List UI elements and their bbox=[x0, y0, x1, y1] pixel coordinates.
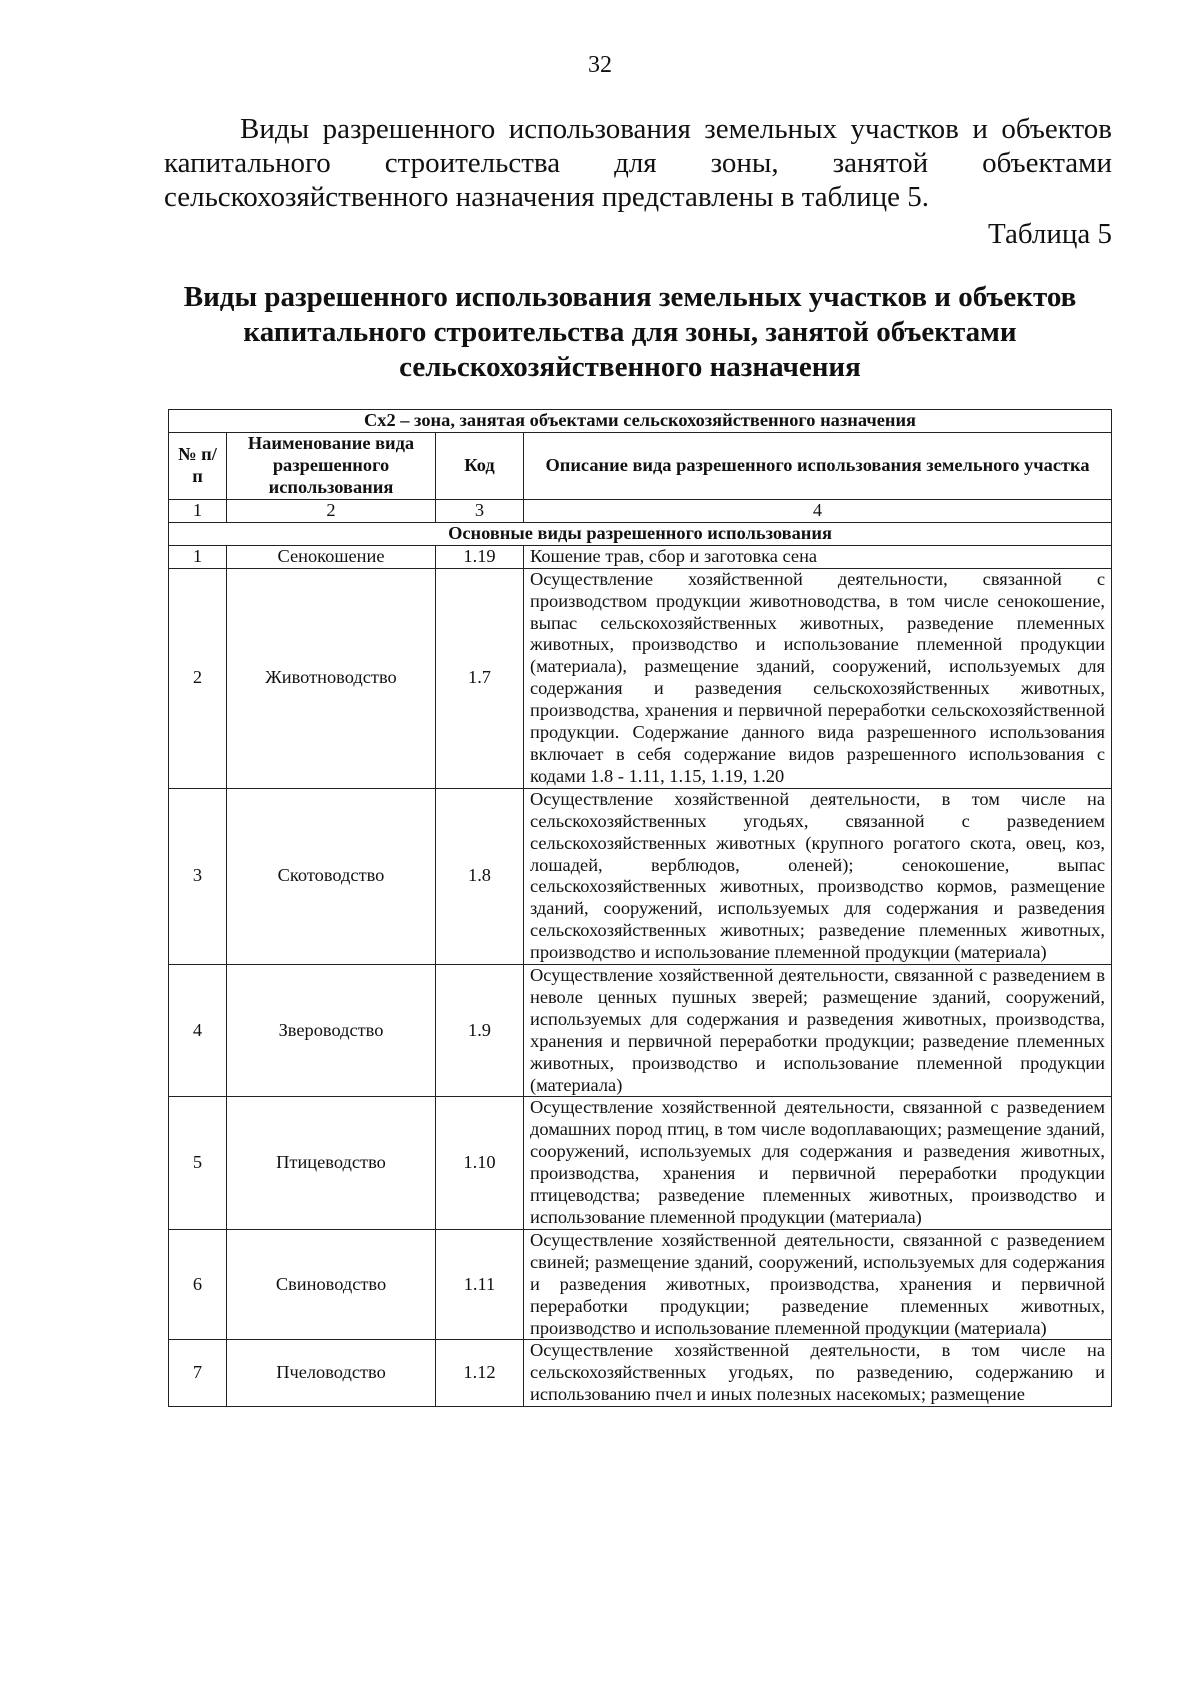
column-number: 4 bbox=[524, 500, 1112, 523]
header-name: Наименование вида разрешенного использования bbox=[227, 433, 436, 500]
table-row bbox=[169, 1229, 1112, 1340]
page-number: 32 bbox=[588, 52, 612, 78]
row-description: Осуществление хозяйственной деятельности, связанной с разведением свиней; размещение зданий, сооружений, используемых для содержания и разведения животных, производства, хранения и первичной переработки продукции; разведение племенных животных, производство и использование племенной продукции (материала) bbox=[524, 1229, 1112, 1340]
row-name: Пчеловодство bbox=[227, 1340, 436, 1407]
row-code: 1.11 bbox=[436, 1229, 524, 1340]
row-description: Осуществление хозяйственной деятельности, связанной с разведением в неволе ценных пушных зверей; размещение зданий, сооружений, используемых для содержания и разведения животных, производства, хранения и первичной переработки продукции; разведение племенных животных, производство и использование племенной продукции (материала) bbox=[524, 965, 1112, 1097]
column-number: 2 bbox=[227, 500, 436, 523]
row-code: 1.12 bbox=[436, 1340, 524, 1407]
header-description: Описание вида разрешенного использования земельного участка bbox=[524, 433, 1112, 500]
row-name: Животноводство bbox=[227, 568, 436, 788]
section-title: Основные виды разрешенного использования bbox=[169, 522, 1112, 545]
row-name: Свиноводство bbox=[227, 1229, 436, 1340]
row-num: 2 bbox=[169, 568, 227, 788]
section-row bbox=[169, 522, 1112, 545]
row-code: 1.19 bbox=[436, 545, 524, 568]
column-number-row bbox=[169, 500, 1112, 523]
row-num: 6 bbox=[169, 1229, 227, 1340]
column-number: 3 bbox=[436, 500, 524, 523]
row-num: 4 bbox=[169, 965, 227, 1097]
intro-paragraph: Виды разрешенного использования земельных участков и объектов капитального строительства для зоны, занятой объектами сельскохозяйственного назначения представлены в таблице 5. bbox=[164, 113, 1112, 213]
row-name: Скотоводство bbox=[227, 788, 436, 964]
row-description: Осуществление хозяйственной деятельности, в том числе на сельскохозяйственных угодьях, связанной с разведением сельскохозяйственных животных (крупного рогатого скота, овец, коз, лошадей, верблюдов, оленей); сенокошение, выпас сельскохозяйственных животных, производство кормов, размещение зданий, сооружений, используемых для содержания и разведения сельскохозяйственных животных; разведение племенных животных, производство и использование племенной продукции (материала) bbox=[524, 788, 1112, 964]
zone-title: Сх2 – зона, занятая объектами сельскохозяйственного назначения bbox=[169, 410, 1112, 433]
header-num: № п/п bbox=[169, 433, 227, 500]
row-description: Осуществление хозяйственной деятельности, связанной с производством продукции животноводства, в том числе сенокошение, выпас сельскохозяйственных животных, разведение племенных животных, производство и использование племенной продукции (материала), размещение зданий, сооружений, используемых для содержания и разведения сельскохозяйственных животных, производства, хранения и первичной переработки сельскохозяйственной продукции. Содержание данного вида разрешенного использования включает в себя содержание видов разрешенного использования с кодами 1.8 - 1.11, 1.15, 1.19, 1.20 bbox=[524, 568, 1112, 788]
row-description: Осуществление хозяйственной деятельности, связанной с разведением домашних пород птиц, в том числе водоплавающих; размещение зданий, сооружений, используемых для содержания и разведения животных, производства, хранения и первичной переработки продукции птицеводства; разведение племенных животных, производство и использование племенной продукции (материала) bbox=[524, 1097, 1112, 1229]
header-code: Код bbox=[436, 433, 524, 500]
row-name: Сенокошение bbox=[227, 545, 436, 568]
row-num: 1 bbox=[169, 545, 227, 568]
row-name: Птицеводство bbox=[227, 1097, 436, 1229]
land-use-table bbox=[168, 409, 1112, 1407]
table-row bbox=[169, 1097, 1112, 1229]
row-code: 1.9 bbox=[436, 965, 524, 1097]
table-heading: Виды разрешенного использования земельных участков и объектов капитального строительства для зоны, занятой объектами сельскохозяйственного назначения bbox=[183, 281, 1077, 383]
row-code: 1.8 bbox=[436, 788, 524, 964]
table-row bbox=[169, 1340, 1112, 1407]
zone-title-row bbox=[169, 410, 1112, 433]
table-label: Таблица 5 bbox=[987, 218, 1112, 250]
row-code: 1.7 bbox=[436, 568, 524, 788]
row-num: 5 bbox=[169, 1097, 227, 1229]
table-row bbox=[169, 788, 1112, 964]
table-row bbox=[169, 965, 1112, 1097]
column-number: 1 bbox=[169, 500, 227, 523]
table-row bbox=[169, 568, 1112, 788]
row-description: Кошение трав, сбор и заготовка сена bbox=[524, 545, 1112, 568]
row-num: 3 bbox=[169, 788, 227, 964]
row-code: 1.10 bbox=[436, 1097, 524, 1229]
row-description: Осуществление хозяйственной деятельности, в том числе на сельскохозяйственных угодьях, по разведению, содержанию и использованию пчел и иных полезных насекомых; размещение bbox=[524, 1340, 1112, 1407]
column-header-row bbox=[169, 433, 1112, 500]
row-num: 7 bbox=[169, 1340, 227, 1407]
table-row bbox=[169, 545, 1112, 568]
row-name: Звероводство bbox=[227, 965, 436, 1097]
